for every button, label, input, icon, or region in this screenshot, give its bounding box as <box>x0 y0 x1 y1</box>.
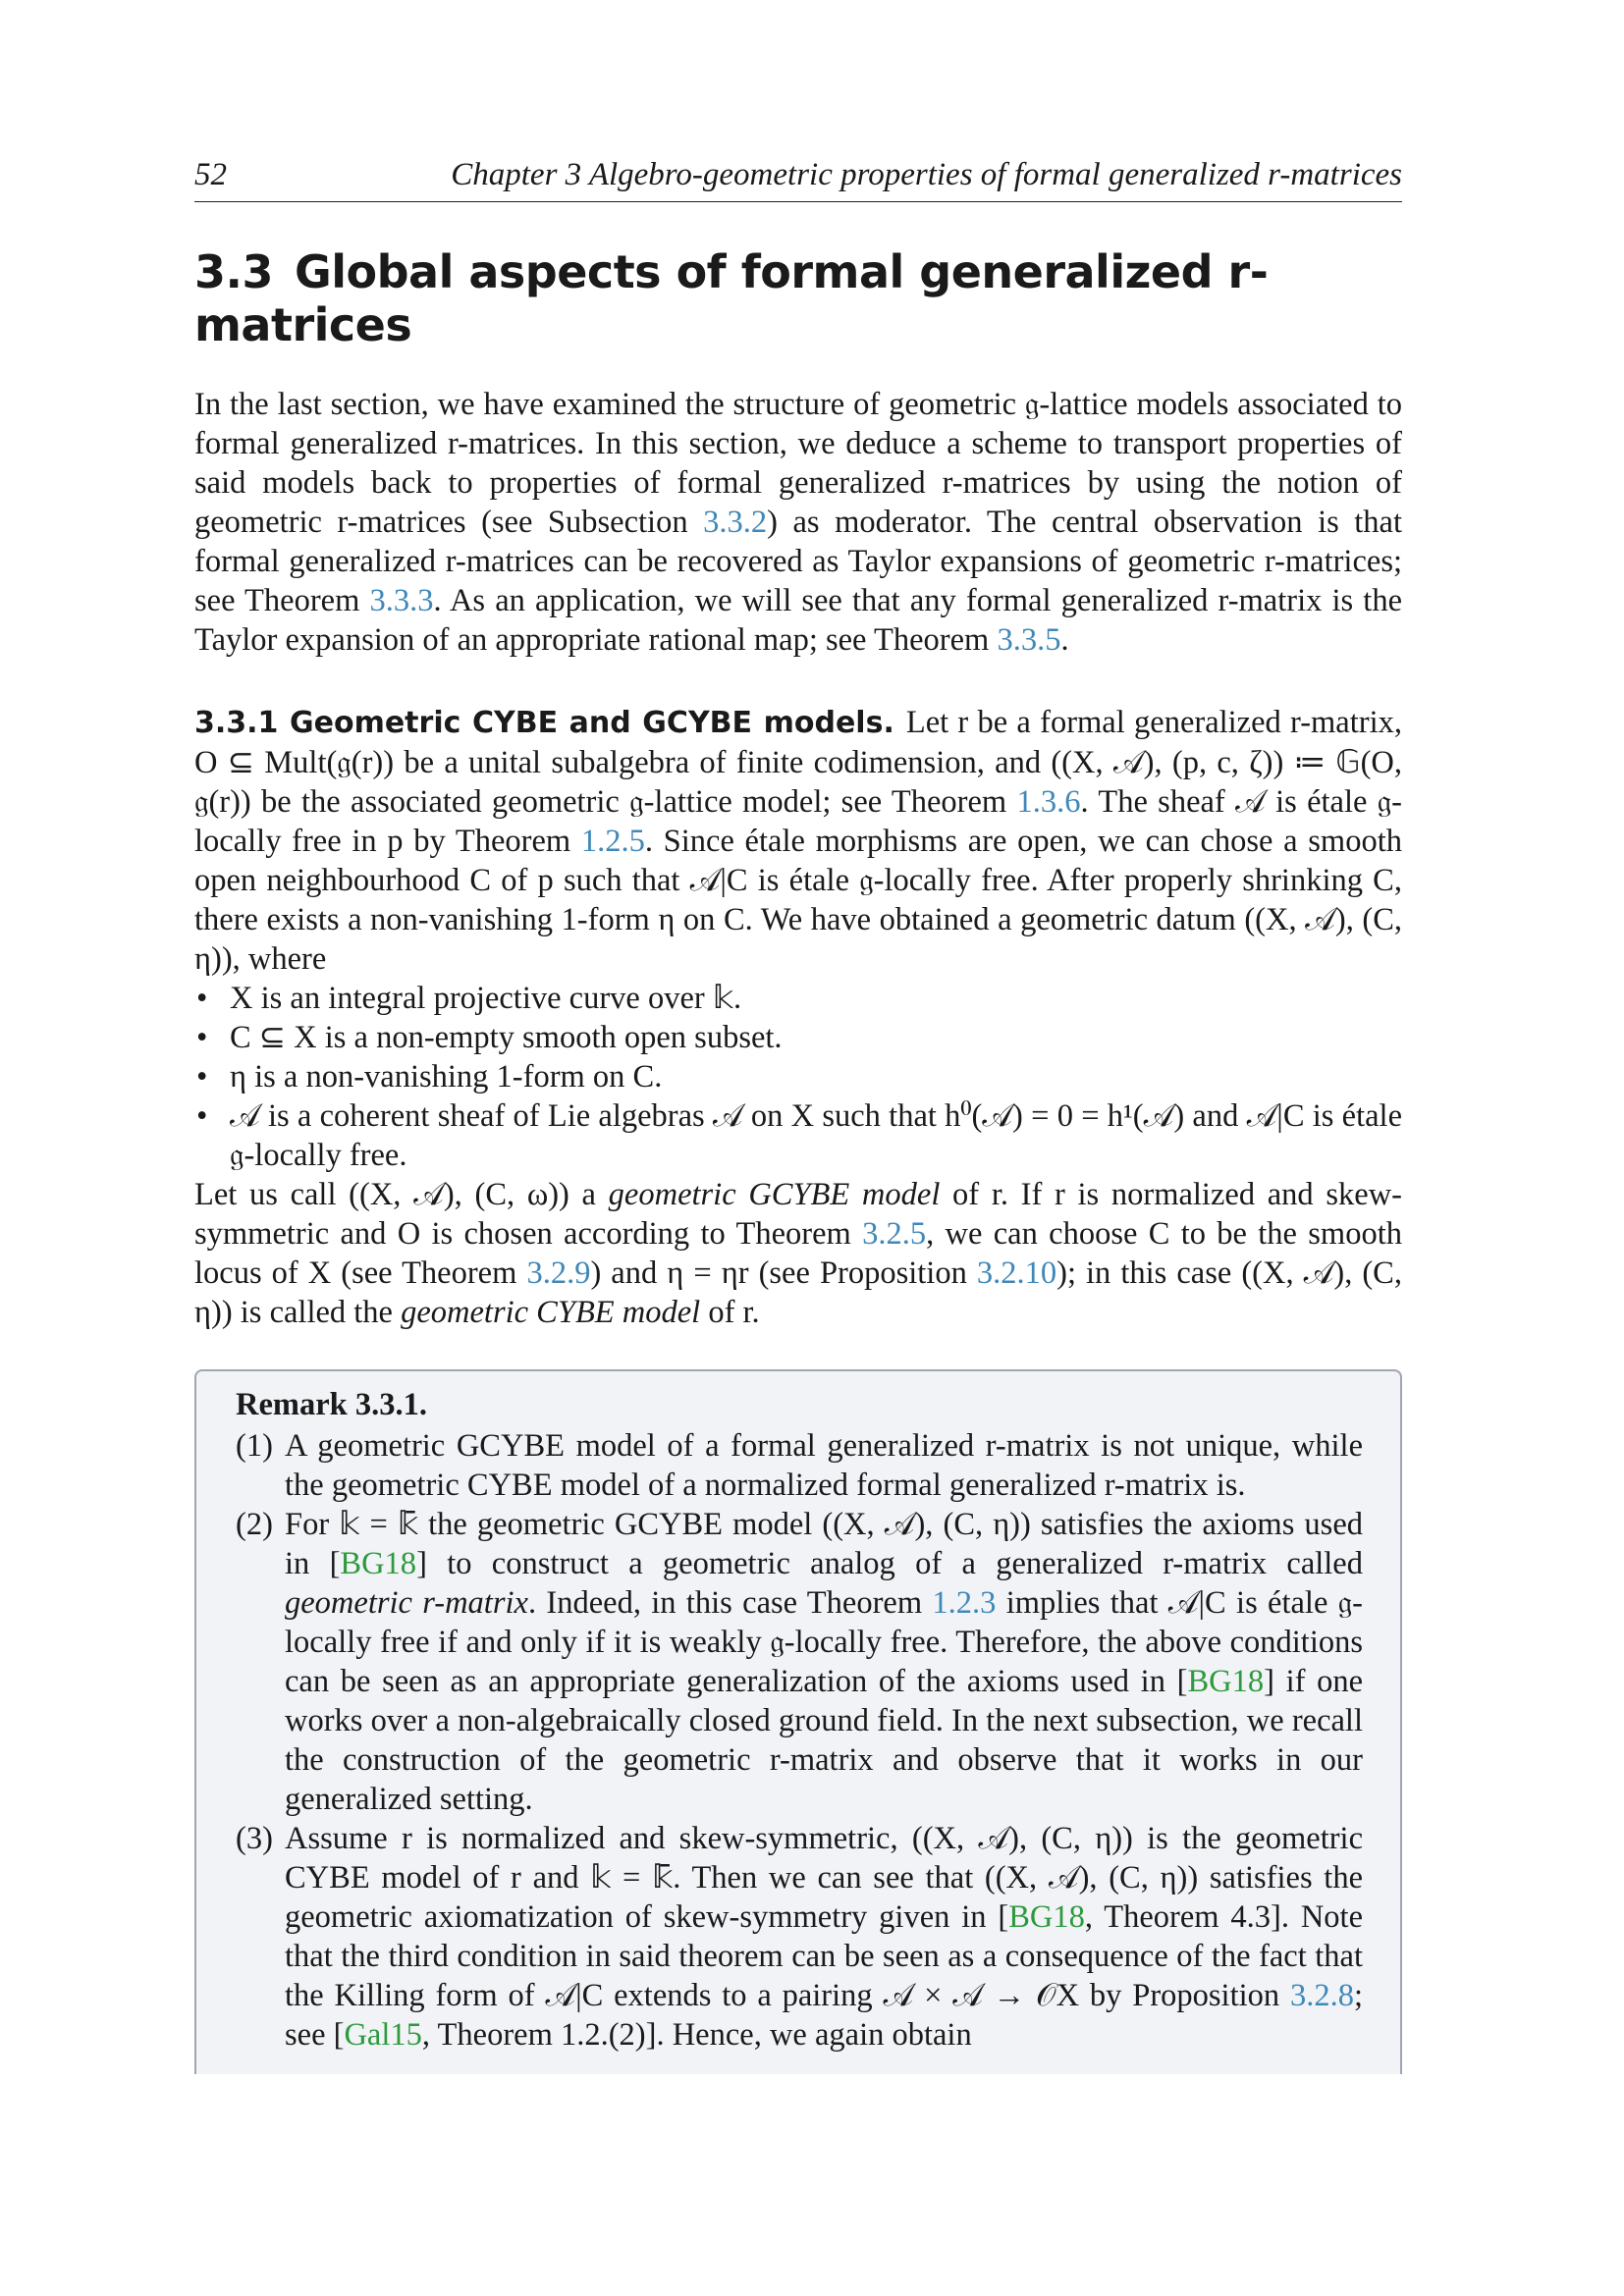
subsection-paragraph <box>194 703 1402 979</box>
page-number: 52 <box>194 157 227 192</box>
intro-text: ) as moderator. The central observation is that formal generalized r-matrices can be recovered as Taylor expansions of geometric r-matrices; see Theorem <box>194 505 1403 618</box>
citation-link[interactable]: BG18 <box>340 1546 417 1581</box>
page <box>194 157 1402 2074</box>
list-item <box>194 1018 1402 1057</box>
body-text: ); in this case ((X, 𝒜), (C, η)) is called the <box>194 1255 1402 1330</box>
list-item-text: η is a non-vanishing 1-form on C. <box>230 1059 663 1095</box>
remark-text: Assume r is normalized and skew-symmetric, ((X, 𝒜), (C, η)) is the geometric CYBE model of r and 𝕜 = 𝕜̄. Then we can see that ((X, 𝒜), (C, η)) satisfies the geometric axiomatization of skew-symmetry given in [ <box>285 1821 1363 1935</box>
emphasis-text: geometric CYBE model <box>401 1295 701 1330</box>
remark-text: ] to construct a geometric analog of a generalized r-matrix called <box>416 1546 1363 1581</box>
ref-link[interactable]: 3.3.3 <box>369 583 434 618</box>
ref-link[interactable]: 3.3.5 <box>997 622 1061 658</box>
remark-text: For 𝕜 = 𝕜̄ the geometric GCYBE model ((X, 𝒜), (C, η)) satisfies the axioms used in [ <box>285 1507 1363 1581</box>
ref-link[interactable]: 3.2.10 <box>976 1255 1057 1291</box>
subsection-text: . The sheaf 𝒜 is étale 𝔤-locally free in p by Theorem <box>194 784 1402 859</box>
definition-paragraph <box>194 1175 1402 1332</box>
intro-paragraph <box>194 385 1402 660</box>
remark-item <box>236 1505 1363 1819</box>
running-title: Chapter 3 Algebro-geometric properties of formal generalized r-matrices <box>451 157 1402 192</box>
running-head <box>194 157 1402 202</box>
intro-text: In the last section, we have examined the structure of geometric 𝔤-lattice models associated to formal generalized r-matrices. In this section, we deduce a scheme to transport properties of said models back to properties of formal generalized r-matrices by using the notion of geometric r-matrices (see Subsection <box>194 387 1402 540</box>
subsection-title: 3.3.1 Geometric CYBE and GCYBE models. <box>194 706 894 740</box>
ref-link[interactable]: 1.3.6 <box>1016 784 1081 820</box>
item-label: (3) <box>236 1821 273 1856</box>
list-item-text: X is an integral projective curve over 𝕜. <box>230 981 742 1016</box>
list-item <box>194 1096 1402 1175</box>
condition-list <box>194 979 1402 1175</box>
section-number: 3.3 <box>194 245 273 298</box>
bullet-icon: • <box>196 1020 208 1055</box>
body-text: Let us call ((X, 𝒜), (C, ω)) a <box>194 1177 609 1212</box>
ref-link[interactable]: 3.2.5 <box>862 1216 927 1252</box>
ref-link[interactable]: 3.3.2 <box>703 505 768 540</box>
body-text: of r. If r is normalized and skew-symmetric and O is chosen according to Theorem <box>194 1177 1402 1252</box>
bullet-icon: • <box>196 981 208 1016</box>
remark-list <box>236 1426 1363 2055</box>
bullet-icon: • <box>196 1098 208 1134</box>
remark-text: implies that 𝒜|C is étale 𝔤-locally free if and only if it is weakly 𝔤-locally free. Therefore, the above conditions can be seen as an appropriate generalization of the axioms used in [ <box>285 1585 1363 1699</box>
subsection-text: Let r be a formal generalized r-matrix, O ⊆ Mult(𝔤(r)) be a unital subalgebra of finite codimension, and ((X, 𝒜), (p, c, ζ)) ≔ 𝔾(O, 𝔤(r)) be the associated geometric 𝔤-lattice model; see Theorem <box>194 705 1402 820</box>
body-text: , we can choose C to be the smooth locus of X (see Theorem <box>194 1216 1402 1291</box>
ref-link[interactable]: 3.2.9 <box>526 1255 591 1291</box>
section-heading <box>194 245 1402 351</box>
remark-item <box>236 1819 1363 2055</box>
list-item-text: C ⊆ X is a non-empty smooth open subset. <box>230 1020 783 1055</box>
section-title: Global aspects of formal generalized r-matrices <box>194 245 1269 351</box>
citation-link[interactable]: Gal15 <box>344 2017 422 2053</box>
list-item-text: 𝒜 is a coherent sheaf of Lie algebras 𝒜 on X such that h⁰(𝒜) = 0 = h¹(𝒜) and 𝒜|C is étale 𝔤-locally free. <box>230 1098 1402 1173</box>
remark-text: ] if one works over a non-algebraically closed ground field. In the next subsection, we recall the construction of the geometric r-matrix and observe that it works in our generalized setting. <box>285 1664 1363 1817</box>
remark-text: , Theorem 1.2.(2)]. Hence, we again obtain <box>421 2017 972 2053</box>
subsection-text: . Since étale morphisms are open, we can chose a smooth open neighbourhood C of p such that 𝒜|C is étale 𝔤-locally free. After properly shrinking C, there exists a non-vanishing 1-form η on C. We have obtained a geometric datum ((X, 𝒜), (C, η)), where <box>194 824 1402 977</box>
ref-link[interactable]: 1.2.3 <box>932 1585 997 1621</box>
remark-box <box>194 1369 1402 2074</box>
body-text: ) and η = ηr (see Proposition <box>590 1255 977 1291</box>
citation-link[interactable]: BG18 <box>1187 1664 1265 1699</box>
item-label: (2) <box>236 1507 273 1542</box>
list-item <box>194 1057 1402 1096</box>
emphasis-text: geometric r-matrix <box>285 1585 528 1621</box>
emphasis-text: geometric GCYBE model <box>608 1177 941 1212</box>
ref-link[interactable]: 3.2.8 <box>1289 1978 1354 2013</box>
remark-title: Remark 3.3.1. <box>236 1387 427 1422</box>
body-text: of r. <box>700 1295 760 1330</box>
ref-link[interactable]: 1.2.5 <box>580 824 645 859</box>
item-label: (1) <box>236 1428 273 1464</box>
remark-text: ; see [ <box>285 1978 1363 2053</box>
remark-text: . Indeed, in this case Theorem <box>527 1585 933 1621</box>
remark-text: A geometric GCYBE model of a formal generalized r-matrix is not unique, while the geometric CYBE model of a normalized formal generalized r-matrix is. <box>285 1428 1363 1503</box>
bullet-icon: • <box>196 1059 208 1095</box>
intro-text: . As an application, we will see that any formal generalized r-matrix is the Taylor expansion of an appropriate rational map; see Theorem <box>194 583 1403 658</box>
remark-item <box>236 1426 1363 1505</box>
remark-text: , Theorem 4.3]. Note that the third condition in said theorem can be seen as a consequence of the fact that the Killing form of 𝒜|C extends to a pairing 𝒜 × 𝒜 → 𝒪X by Proposition <box>285 1899 1364 2013</box>
list-item <box>194 979 1402 1018</box>
intro-text: . <box>1060 622 1069 658</box>
citation-link[interactable]: BG18 <box>1008 1899 1085 1935</box>
